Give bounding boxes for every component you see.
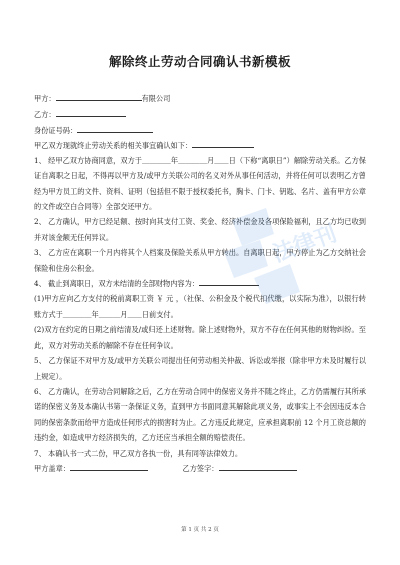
clause-2: 2、 乙方确认，甲方已经足额、按时向其支付工资、奖金、经济补偿金及各项保险福利，且乙方均已收到并对该金额无任何异议。: [34, 217, 366, 242]
clause-1: 1、 经甲乙双方协商同意，双方于＿＿＿＿年＿＿＿＿月＿＿日（下称“离职日”）解除劳动关系。乙方保证自离职之日起，不得再以甲方及/或甲方关联公司的名义对外从事任何活动，并将任何可以表明乙方曾经为甲方员工的文件、资料、证明（包括但不限于授权委托书，胸卡、门卡、钥匙、名片、盖有甲方公章的文件或空白合同等）全部交还甲方。: [34, 155, 366, 212]
party-b-blank: [56, 108, 126, 117]
clause-4-blank: [199, 277, 259, 286]
clause-5: 5、 乙方保证不对甲方及/或甲方关联公司提出任何劳动相关仲裁、诉讼或举报（除非甲方未及时履行以上规定）。: [34, 356, 366, 381]
id-blank: [77, 124, 153, 133]
signature-line: [34, 461, 366, 476]
party-a-blank: [56, 92, 142, 101]
seal-b-label: 乙方签字：: [182, 463, 219, 473]
page-footer: 第 1 页 共 2 页: [181, 527, 219, 533]
watermark-text: 法律刊: [269, 221, 341, 268]
seal-b-blank: [219, 462, 297, 471]
id-label: 身份证号码：: [34, 126, 78, 136]
clause-4-text: 4、 截止到离职日，双方未结清的全部财物内容为：: [34, 279, 199, 289]
document-title: 解除终止劳动合同确认书新模板: [108, 54, 291, 69]
party-a-suffix: 有限公司: [141, 94, 171, 103]
intro-blank: [192, 139, 254, 148]
clause-3: 3、 乙方应在离职一个月内将其个人档案及保险关系从甲方转出。自离职日起，甲方停止为乙方交纳社会保险和住房公积金。: [34, 248, 366, 273]
clause-7: 7、 本确认书一式二份，甲乙双方各执一份，具有同等法律效力。: [34, 448, 243, 458]
intro-text: 甲乙双方现就终止劳动关系的相关事宜确认如下：: [34, 140, 193, 150]
id-line: [34, 124, 366, 136]
party-b-label: 乙方：: [34, 110, 56, 120]
seal-a-blank: [70, 462, 148, 471]
party-a-line: [34, 92, 366, 104]
clause-6: 6、 乙方确认，在劳动合同解除之后，乙方在劳动合同中的保密义务并不随之终止，乙方仍需履行其所承诺的保密义务及本确认书第一条保证义务，直到甲方书面同意其解除此项义务，或事实上不会因违反本合同的保密条款而给甲方造成任何形式的损害时为止。乙方违反此规定，应承担离职前 12 个月工资总额的违约金，如造成甲方经济损失的，乙方还应当承担全额的赔偿责任。: [34, 386, 366, 443]
party-b-line: [34, 108, 366, 120]
intro-line: [34, 139, 366, 151]
clause-4: [34, 276, 366, 291]
clause-4-1: (1)甲方应向乙方支付的税前离职工资 ￥ 元 ，（社保、公积金及个税代扣代缴，以实际为准），以银行转账方式于＿＿＿＿年＿＿＿月＿＿日前支付。: [34, 294, 366, 319]
clause-4-2: (2)双方在约定的日期之前结清及/或归还上述财物。除上述财物外，双方不存在任何其他的财物纠纷。至此，双方对劳动关系的解除不存在任何争议。: [34, 325, 366, 350]
seal-a-label: 甲方盖章：: [34, 463, 70, 473]
party-a-label: 甲方：: [34, 94, 56, 103]
